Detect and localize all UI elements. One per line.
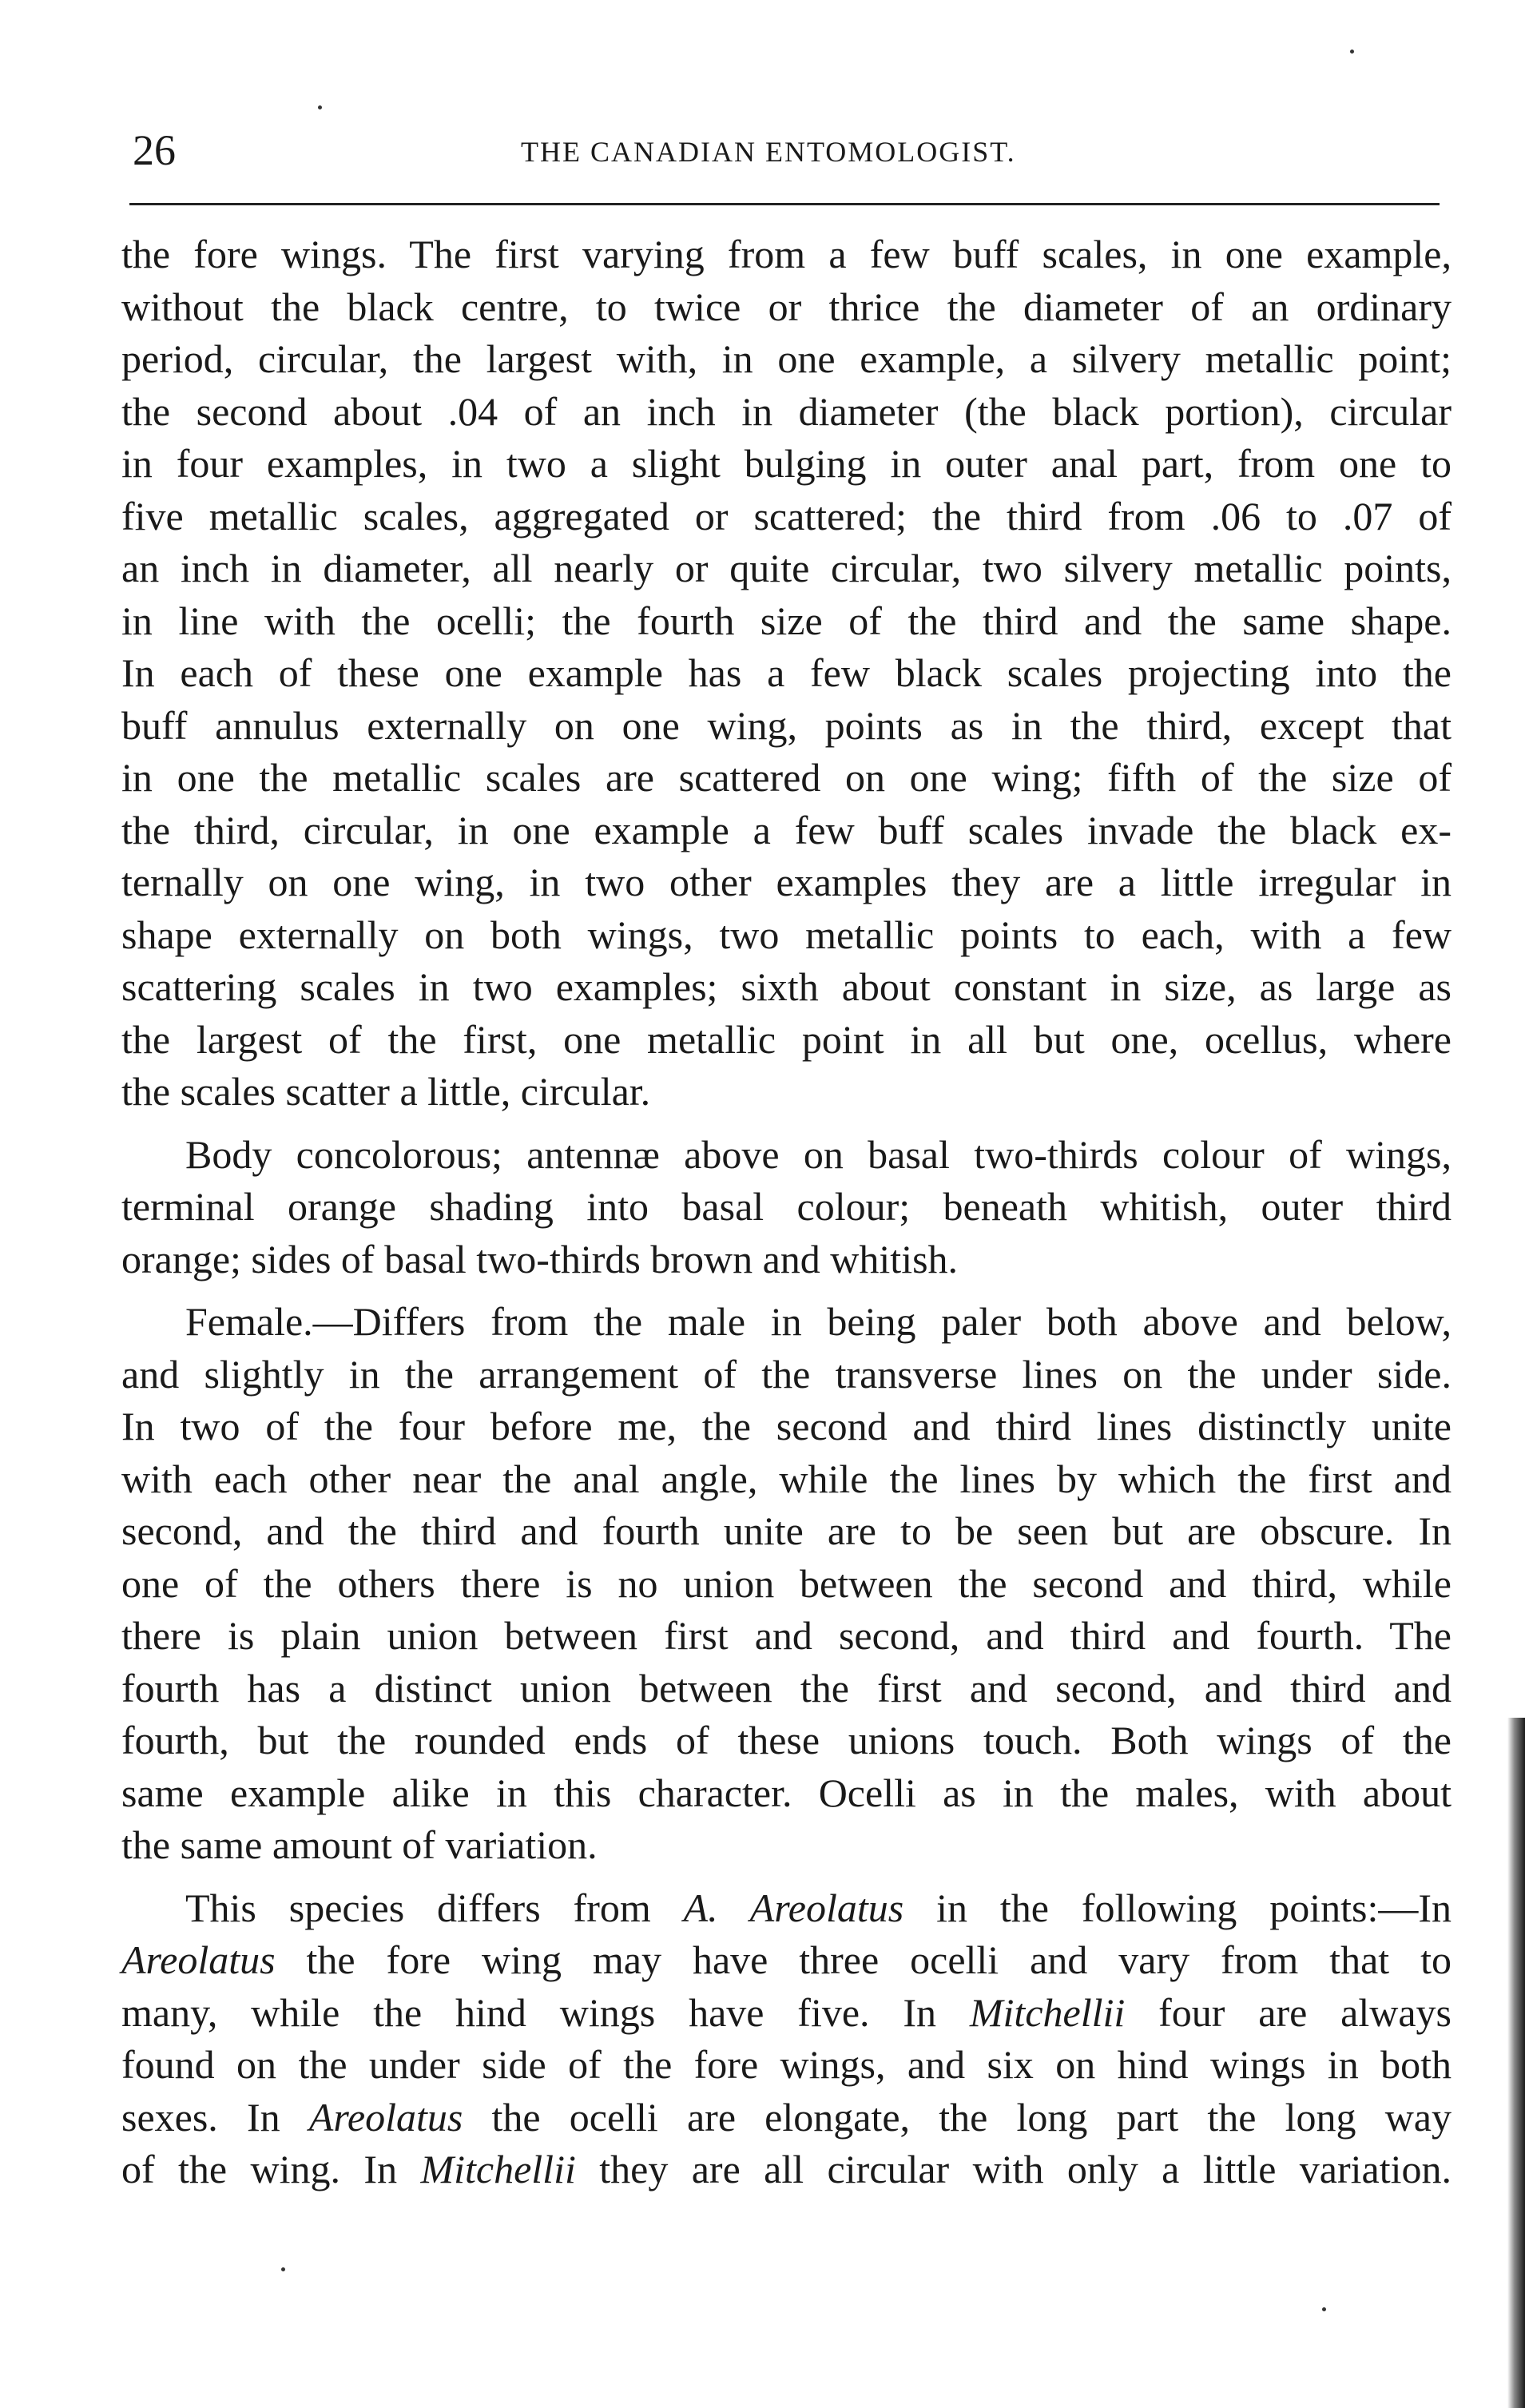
text-line: found on the under side of the fore wings, and six on hind wings in both xyxy=(121,2042,1452,2087)
text-line: the third, circular, in one example a few buff scales invade the black ex- xyxy=(121,807,1452,852)
text-line: without the black centre, to twice or thrice the diameter of an ordinary xyxy=(121,284,1452,329)
text-line xyxy=(121,1882,1452,1935)
text-run: in the following points:—In xyxy=(903,1885,1452,1930)
text-line xyxy=(121,1987,1452,2040)
text-line: one of the others there is no union between the second and third, while xyxy=(121,1560,1452,1606)
page-number: 26 xyxy=(133,126,176,174)
body-text xyxy=(121,228,1452,2196)
text-line: In two of the four before me, the second and third lines distinctly unite xyxy=(121,1404,1452,1448)
text-run: the fore wing may have three ocelli and vary from that to xyxy=(275,1937,1452,1982)
text-run: sexes. In xyxy=(121,2094,309,2140)
text-line: and slightly in the arrangement of the transverse lines on the under side. xyxy=(121,1351,1452,1397)
text-line: in line with the ocelli; the fourth size of the third and the same shape. xyxy=(121,598,1452,643)
text-line: Female.—Differs from the male in being paler both above and below, xyxy=(185,1299,1452,1344)
text-line: second, and the third and fourth unite are to be seen but are obscure. In xyxy=(121,1508,1452,1553)
text-line: orange; sides of basal two-thirds brown and whitish. xyxy=(121,1236,959,1281)
text-line: the same amount of variation. xyxy=(121,1822,598,1867)
paragraph-comparison xyxy=(121,1882,1452,2196)
species-name: Mitchellii xyxy=(969,1989,1126,2035)
text-line: the second about .04 of an inch in diameter (the black portion), circular xyxy=(121,388,1452,434)
text-line: five metallic scales, aggregated or scattered; the third from .06 to .07 of xyxy=(121,493,1452,538)
running-head: THE CANADIAN ENTOMOLOGIST. xyxy=(521,136,1016,168)
text-line: there is plain union between first and second, and third and fourth. The xyxy=(121,1613,1452,1658)
text-run: This species differs from xyxy=(185,1885,684,1930)
text-line: fourth has a distinct union between the first and second, and third and xyxy=(121,1665,1452,1711)
page-header xyxy=(129,120,1440,184)
text-line: Body concolorous; antennæ above on basal two-thirds colour of wings, xyxy=(185,1131,1452,1177)
text-line: same example alike in this character. Ocelli as in the males, with about xyxy=(121,1770,1452,1815)
text-line: fourth, but the rounded ends of these unions touch. Both wings of the xyxy=(121,1718,1452,1762)
paragraph-ocelli-description xyxy=(121,228,1452,1119)
text-line: in one the metallic scales are scattered on one wing; fifth of the size of xyxy=(121,755,1452,800)
species-name: Areolatus xyxy=(121,1937,276,1982)
species-name: A. Areolatus xyxy=(683,1885,904,1930)
text-line: ternally on one wing, in two other examples they are a little irregular in xyxy=(121,860,1452,904)
text-line: with each other near the anal angle, while the lines by which the first and xyxy=(121,1456,1452,1501)
text-line: the largest of the first, one metallic point in all but one, ocellus, where xyxy=(121,1016,1452,1062)
text-line: the scales scatter a little, circular. xyxy=(121,1069,651,1114)
species-name: Areolatus xyxy=(308,2094,463,2140)
text-run: four are always xyxy=(1125,1989,1452,2035)
text-line: period, circular, the largest with, in one example, a silvery metallic point; xyxy=(121,336,1452,381)
text-line: shape externally on both wings, two metallic points to each, with a few xyxy=(121,912,1452,957)
text-run: many, while the hind wings have five. In xyxy=(121,1989,970,2035)
text-run: of the wing. In xyxy=(121,2147,421,2191)
scan-speck xyxy=(1322,2307,1326,2311)
text-run: the ocelli are elongate, the long part the long way xyxy=(463,2094,1452,2140)
text-line: scattering scales in two examples; sixth about constant in size, as large as xyxy=(121,964,1452,1009)
text-line: the fore wings. The first varying from a few buff scales, in one example, xyxy=(121,232,1452,276)
paragraph-female xyxy=(121,1296,1452,1872)
text-line xyxy=(121,2144,1452,2196)
scan-speck xyxy=(1350,50,1354,54)
scan-speck xyxy=(281,2267,285,2271)
text-line xyxy=(121,1934,1452,1987)
header-rule xyxy=(129,203,1440,205)
text-line: terminal orange shading into basal colour; beneath whitish, outer third xyxy=(121,1184,1452,1229)
scan-edge-shadow xyxy=(1507,1718,1525,2408)
text-line: an inch in diameter, all nearly or quite circular, two silvery metallic points, xyxy=(121,546,1452,590)
text-line: In each of these one example has a few black scales projecting into the xyxy=(121,650,1452,695)
text-run: they are all circular with only a little variation. xyxy=(575,2147,1452,2191)
paragraph-body xyxy=(121,1129,1452,1286)
species-name: Mitchellii xyxy=(420,2147,576,2191)
text-line xyxy=(121,2092,1452,2144)
scan-speck xyxy=(318,105,322,109)
text-line: in four examples, in two a slight bulging in outer anal part, from one to xyxy=(121,441,1452,486)
text-line: buff annulus externally on one wing, points as in the third, except that xyxy=(121,702,1452,748)
